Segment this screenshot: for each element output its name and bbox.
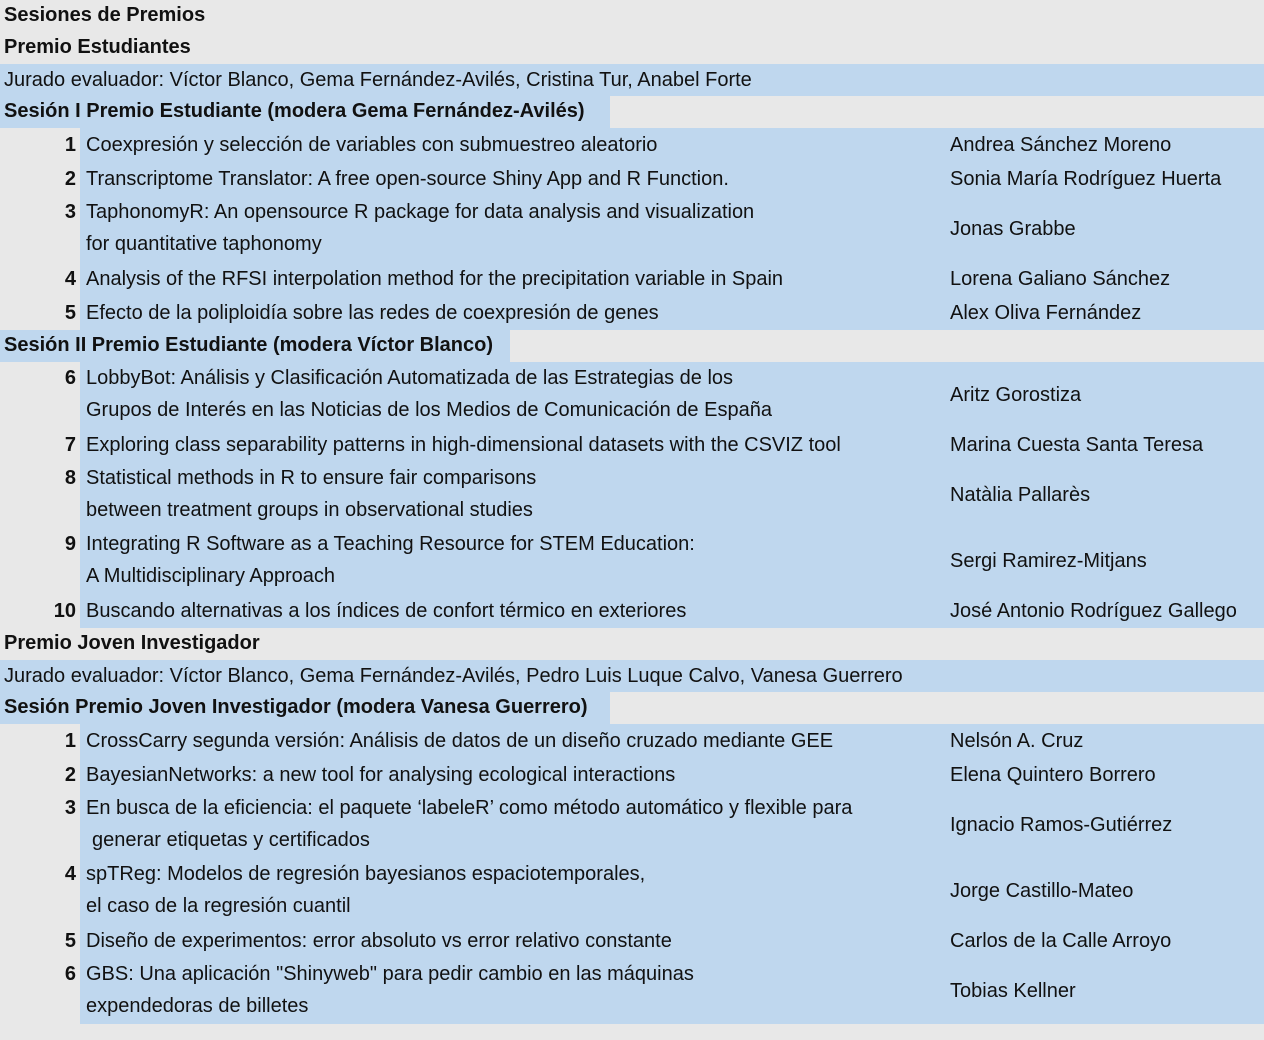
talk-title — [80, 594, 944, 628]
talk-number-cell — [0, 262, 80, 296]
talk-author: Marina Cuesta Santa Teresa — [950, 434, 1204, 456]
talk-author: Andrea Sánchez Moreno — [950, 134, 1172, 156]
talk-title — [80, 792, 944, 858]
talk-author: Aritz Gorostiza — [950, 383, 1082, 406]
talk-row — [0, 528, 1264, 594]
talk-author: Nelsón A. Cruz — [950, 730, 1084, 752]
talk-number-cell — [0, 462, 80, 528]
talk-row — [0, 162, 1264, 196]
talk-row — [0, 924, 1264, 958]
talk-row — [0, 262, 1264, 296]
talk-content — [80, 296, 1264, 330]
talk-number-cell — [0, 528, 80, 594]
talk-content — [80, 128, 1264, 162]
talk-content — [80, 792, 1264, 858]
talk-title-line: generar etiquetas y certificados — [92, 829, 370, 851]
talk-number-cell — [0, 594, 80, 628]
talk-number: 7 — [64, 434, 76, 456]
talk-row — [0, 758, 1264, 792]
talk-author: Sonia María Rodríguez Huerta — [950, 168, 1222, 190]
talk-number: 3 — [64, 797, 76, 819]
talk-row — [0, 128, 1264, 162]
talk-title — [80, 858, 944, 924]
talk-title-line: Analysis of the RFSI interpolation method for the precipitation variable in Spain — [86, 268, 784, 290]
talk-author: Jonas Grabbe — [950, 217, 1076, 240]
talk-title — [80, 262, 944, 296]
talk-content — [80, 958, 1264, 1024]
talk-author: Ignacio Ramos-Gutiérrez — [950, 813, 1173, 836]
talk-title-line: for quantitative taphonomy — [86, 233, 322, 255]
talk-number: 6 — [64, 367, 76, 389]
talk-title-line: CrossCarry segunda versión: Análisis de datos de un diseño cruzado mediante GEE — [86, 730, 834, 752]
talk-title — [80, 462, 944, 528]
talk-author: Sergi Ramirez-Mitjans — [950, 549, 1147, 572]
talk-title-line: spTReg: Modelos de regresión bayesianos espaciotemporales, — [86, 863, 646, 885]
session-title: Sesión Premio Joven Investigador (modera Vanesa Guerrero) — [0, 692, 1264, 724]
talk-content — [80, 162, 1264, 196]
talk-title — [80, 724, 944, 758]
talk-row — [0, 296, 1264, 330]
talk-title-line: En busca de la eficiencia: el paquete ‘labeleR’ como método automático y flexible para — [86, 797, 853, 819]
talk-title-line: Transcriptome Translator: A free open-source Shiny App and R Function. — [86, 168, 729, 190]
talk-number: 8 — [64, 467, 76, 489]
talk-list — [0, 724, 1264, 1024]
jury-students: Jurado evaluador: Víctor Blanco, Gema Fernández-Avilés, Cristina Tur, Anabel Forte — [0, 64, 1264, 96]
talk-title-line: A Multidisciplinary Approach — [86, 565, 336, 587]
talk-number: 6 — [64, 963, 76, 985]
talk-content — [80, 724, 1264, 758]
talk-number-cell — [0, 924, 80, 958]
talk-row — [0, 462, 1264, 528]
talk-content — [80, 362, 1264, 428]
session-title: Sesión I Premio Estudiante (modera Gema Fernández-Avilés) — [0, 96, 1264, 128]
talk-title — [80, 128, 944, 162]
talk-list — [0, 128, 1264, 330]
talk-number: 9 — [64, 533, 76, 555]
talk-title-line: GBS: Una aplicación "Shinyweb" para pedir cambio en las máquinas — [86, 963, 694, 985]
talk-title — [80, 528, 944, 594]
talk-list — [0, 362, 1264, 628]
talk-title-line: LobbyBot: Análisis y Clasificación Automatizada de las Estrategias de los — [86, 367, 734, 389]
talk-content — [80, 858, 1264, 924]
talk-number-cell — [0, 196, 80, 262]
talk-title-line: Coexpresión y selección de variables con submuestreo aleatorio — [86, 134, 658, 156]
talk-author: Alex Oliva Fernández — [950, 302, 1142, 324]
talk-number: 1 — [64, 730, 76, 752]
talk-content — [80, 758, 1264, 792]
talk-number: 2 — [64, 764, 76, 786]
talk-number-cell — [0, 162, 80, 196]
talk-title — [80, 196, 944, 262]
session-title: Sesión II Premio Estudiante (modera Víctor Blanco) — [0, 330, 1264, 362]
talk-row — [0, 594, 1264, 628]
talk-content — [80, 924, 1264, 958]
talk-author: Carlos de la Calle Arroyo — [950, 930, 1172, 952]
talk-number: 3 — [64, 201, 76, 223]
talk-row — [0, 724, 1264, 758]
jury-young-researcher: Jurado evaluador: Víctor Blanco, Gema Fernández-Avilés, Pedro Luis Luque Calvo, Vanesa Guerrero — [0, 660, 1264, 692]
talk-number: 4 — [64, 863, 76, 885]
talk-title — [80, 162, 944, 196]
talk-number-cell — [0, 758, 80, 792]
talk-content — [80, 262, 1264, 296]
talk-row — [0, 362, 1264, 428]
award-heading-young-researcher: Premio Joven Investigador — [0, 628, 1264, 660]
talk-row — [0, 958, 1264, 1024]
talk-title — [80, 758, 944, 792]
talk-author: Elena Quintero Borrero — [950, 764, 1156, 786]
talk-number: 5 — [64, 302, 76, 324]
talk-title — [80, 296, 944, 330]
talk-row — [0, 858, 1264, 924]
talk-title-line: Exploring class separability patterns in high-dimensional datasets with the CSVIZ tool — [86, 434, 841, 456]
talk-content — [80, 196, 1264, 262]
talk-number-cell — [0, 362, 80, 428]
talk-title-line: between treatment groups in observational studies — [86, 499, 533, 521]
talk-content — [80, 462, 1264, 528]
talk-title-line: Statistical methods in R to ensure fair comparisons — [86, 467, 537, 489]
talk-author: Jorge Castillo-Mateo — [950, 879, 1134, 902]
talk-title-line: Efecto de la poliploidía sobre las redes de coexpresión de genes — [86, 302, 659, 324]
talk-title — [80, 428, 944, 462]
talk-title-line: Integrating R Software as a Teaching Resource for STEM Education: — [86, 533, 695, 555]
award-heading-students: Premio Estudiantes — [0, 32, 1264, 64]
talk-author: José Antonio Rodríguez Gallego — [950, 600, 1237, 622]
page-title: Sesiones de Premios — [0, 0, 1264, 32]
talk-number: 10 — [53, 600, 76, 622]
talk-title-line: TaphonomyR: An opensource R package for data analysis and visualization — [86, 201, 755, 223]
talk-content — [80, 428, 1264, 462]
talk-title-line: BayesianNetworks: a new tool for analysing ecological interactions — [86, 764, 676, 786]
talk-row — [0, 792, 1264, 858]
talk-number: 2 — [64, 168, 76, 190]
talk-author: Tobias Kellner — [950, 979, 1076, 1002]
talk-number-cell — [0, 858, 80, 924]
talk-number: 1 — [64, 134, 76, 156]
talk-row — [0, 428, 1264, 462]
talk-title — [80, 362, 944, 428]
talk-number-cell — [0, 428, 80, 462]
talk-content — [80, 528, 1264, 594]
talk-number-cell — [0, 296, 80, 330]
talk-number-cell — [0, 792, 80, 858]
talk-row — [0, 196, 1264, 262]
talk-number: 5 — [64, 930, 76, 952]
talk-number-cell — [0, 128, 80, 162]
talk-number-cell — [0, 724, 80, 758]
talk-title-line: expendedoras de billetes — [86, 995, 309, 1017]
talk-number-cell — [0, 958, 80, 1024]
talk-title — [80, 924, 944, 958]
talk-author: Lorena Galiano Sánchez — [950, 268, 1171, 290]
talk-title — [80, 958, 944, 1024]
talk-title-line: Grupos de Interés en las Noticias de los Medios de Comunicación de España — [86, 399, 772, 421]
talk-number: 4 — [64, 268, 76, 290]
talk-title-line: el caso de la regresión cuantil — [86, 895, 351, 917]
talk-content — [80, 594, 1264, 628]
talk-author: Natàlia Pallarès — [950, 483, 1091, 506]
talk-title-line: Buscando alternativas a los índices de confort térmico en exteriores — [86, 600, 687, 622]
talk-title-line: Diseño de experimentos: error absoluto vs error relativo constante — [86, 930, 672, 952]
